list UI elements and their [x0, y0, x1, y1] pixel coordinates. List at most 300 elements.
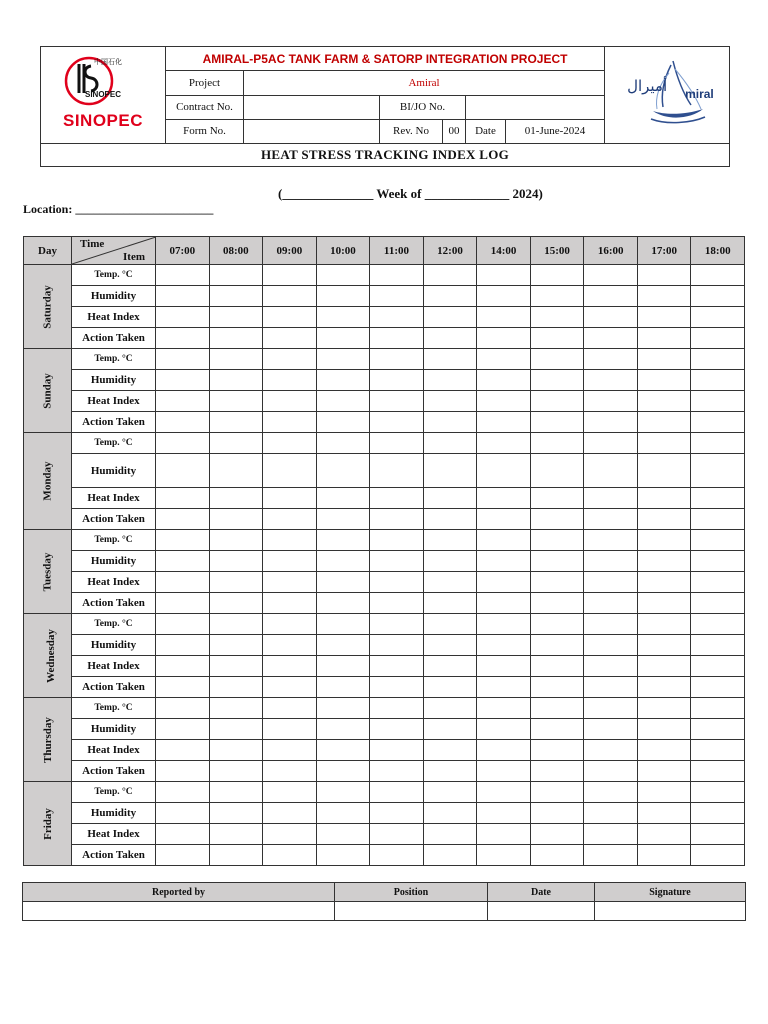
- log-entry-cell[interactable]: [423, 593, 477, 614]
- log-entry-cell[interactable]: [530, 488, 584, 509]
- log-entry-cell[interactable]: [691, 530, 745, 551]
- log-entry-cell[interactable]: [316, 803, 370, 824]
- log-entry-cell[interactable]: [316, 824, 370, 845]
- log-entry-cell[interactable]: [370, 454, 424, 488]
- log-entry-cell[interactable]: [316, 698, 370, 719]
- log-entry-cell[interactable]: [316, 265, 370, 286]
- log-entry-cell[interactable]: [584, 286, 638, 307]
- log-entry-cell[interactable]: [263, 412, 317, 433]
- log-entry-cell[interactable]: [156, 614, 210, 635]
- log-entry-cell[interactable]: [316, 572, 370, 593]
- contract-value[interactable]: [244, 95, 380, 119]
- log-entry-cell[interactable]: [691, 391, 745, 412]
- log-entry-cell[interactable]: [691, 740, 745, 761]
- log-entry-cell[interactable]: [209, 454, 263, 488]
- log-entry-cell[interactable]: [477, 488, 531, 509]
- log-entry-cell[interactable]: [584, 349, 638, 370]
- log-entry-cell[interactable]: [637, 433, 691, 454]
- log-entry-cell[interactable]: [530, 509, 584, 530]
- log-entry-cell[interactable]: [209, 530, 263, 551]
- log-entry-cell[interactable]: [316, 530, 370, 551]
- log-entry-cell[interactable]: [637, 740, 691, 761]
- log-entry-cell[interactable]: [584, 488, 638, 509]
- log-entry-cell[interactable]: [209, 740, 263, 761]
- log-entry-cell[interactable]: [477, 530, 531, 551]
- log-entry-cell[interactable]: [423, 614, 477, 635]
- log-entry-cell[interactable]: [423, 761, 477, 782]
- log-entry-cell[interactable]: [156, 782, 210, 803]
- log-entry-cell[interactable]: [423, 656, 477, 677]
- log-entry-cell[interactable]: [209, 635, 263, 656]
- log-entry-cell[interactable]: [530, 740, 584, 761]
- log-entry-cell[interactable]: [477, 433, 531, 454]
- rev-value[interactable]: 00: [443, 119, 466, 143]
- log-entry-cell[interactable]: [637, 488, 691, 509]
- log-entry-cell[interactable]: [530, 349, 584, 370]
- log-entry-cell[interactable]: [477, 782, 531, 803]
- log-entry-cell[interactable]: [316, 370, 370, 391]
- log-entry-cell[interactable]: [584, 572, 638, 593]
- log-entry-cell[interactable]: [584, 328, 638, 349]
- log-entry-cell[interactable]: [637, 391, 691, 412]
- log-entry-cell[interactable]: [316, 677, 370, 698]
- log-entry-cell[interactable]: [423, 328, 477, 349]
- log-entry-cell[interactable]: [477, 454, 531, 488]
- log-entry-cell[interactable]: [637, 328, 691, 349]
- log-entry-cell[interactable]: [530, 698, 584, 719]
- log-entry-cell[interactable]: [584, 782, 638, 803]
- log-entry-cell[interactable]: [209, 572, 263, 593]
- log-entry-cell[interactable]: [263, 845, 317, 866]
- log-entry-cell[interactable]: [530, 433, 584, 454]
- log-entry-cell[interactable]: [370, 349, 424, 370]
- log-entry-cell[interactable]: [263, 349, 317, 370]
- log-entry-cell[interactable]: [637, 286, 691, 307]
- log-entry-cell[interactable]: [691, 412, 745, 433]
- log-entry-cell[interactable]: [477, 349, 531, 370]
- log-entry-cell[interactable]: [209, 551, 263, 572]
- signoff-field[interactable]: [488, 902, 595, 921]
- project-value[interactable]: Amiral: [244, 71, 605, 95]
- log-entry-cell[interactable]: [370, 656, 424, 677]
- log-entry-cell[interactable]: [530, 614, 584, 635]
- log-entry-cell[interactable]: [316, 328, 370, 349]
- log-entry-cell[interactable]: [156, 433, 210, 454]
- log-entry-cell[interactable]: [584, 433, 638, 454]
- log-entry-cell[interactable]: [477, 593, 531, 614]
- log-entry-cell[interactable]: [637, 530, 691, 551]
- log-entry-cell[interactable]: [477, 824, 531, 845]
- log-entry-cell[interactable]: [316, 845, 370, 866]
- log-entry-cell[interactable]: [316, 551, 370, 572]
- log-entry-cell[interactable]: [530, 265, 584, 286]
- log-entry-cell[interactable]: [209, 433, 263, 454]
- log-entry-cell[interactable]: [477, 614, 531, 635]
- log-entry-cell[interactable]: [423, 698, 477, 719]
- log-entry-cell[interactable]: [370, 391, 424, 412]
- log-entry-cell[interactable]: [263, 551, 317, 572]
- log-entry-cell[interactable]: [156, 593, 210, 614]
- log-entry-cell[interactable]: [691, 719, 745, 740]
- log-entry-cell[interactable]: [584, 614, 638, 635]
- signoff-field[interactable]: [595, 902, 746, 921]
- log-entry-cell[interactable]: [156, 572, 210, 593]
- log-entry-cell[interactable]: [584, 370, 638, 391]
- log-entry-cell[interactable]: [370, 307, 424, 328]
- log-entry-cell[interactable]: [156, 761, 210, 782]
- log-entry-cell[interactable]: [156, 391, 210, 412]
- log-entry-cell[interactable]: [316, 286, 370, 307]
- log-entry-cell[interactable]: [530, 593, 584, 614]
- log-entry-cell[interactable]: [584, 740, 638, 761]
- log-entry-cell[interactable]: [156, 286, 210, 307]
- log-entry-cell[interactable]: [316, 454, 370, 488]
- log-entry-cell[interactable]: [209, 845, 263, 866]
- log-entry-cell[interactable]: [691, 370, 745, 391]
- log-entry-cell[interactable]: [263, 433, 317, 454]
- log-entry-cell[interactable]: [370, 572, 424, 593]
- log-entry-cell[interactable]: [637, 265, 691, 286]
- log-entry-cell[interactable]: [156, 530, 210, 551]
- log-entry-cell[interactable]: [423, 635, 477, 656]
- log-entry-cell[interactable]: [423, 803, 477, 824]
- log-entry-cell[interactable]: [477, 761, 531, 782]
- log-entry-cell[interactable]: [423, 845, 477, 866]
- log-entry-cell[interactable]: [691, 572, 745, 593]
- log-entry-cell[interactable]: [156, 370, 210, 391]
- log-entry-cell[interactable]: [530, 782, 584, 803]
- log-entry-cell[interactable]: [637, 719, 691, 740]
- log-entry-cell[interactable]: [477, 740, 531, 761]
- log-entry-cell[interactable]: [370, 593, 424, 614]
- log-entry-cell[interactable]: [263, 370, 317, 391]
- log-entry-cell[interactable]: [316, 349, 370, 370]
- log-entry-cell[interactable]: [584, 509, 638, 530]
- log-entry-cell[interactable]: [584, 698, 638, 719]
- log-entry-cell[interactable]: [156, 454, 210, 488]
- log-entry-cell[interactable]: [530, 454, 584, 488]
- log-entry-cell[interactable]: [584, 412, 638, 433]
- log-entry-cell[interactable]: [691, 454, 745, 488]
- log-entry-cell[interactable]: [370, 698, 424, 719]
- log-entry-cell[interactable]: [156, 845, 210, 866]
- log-entry-cell[interactable]: [316, 656, 370, 677]
- log-entry-cell[interactable]: [637, 370, 691, 391]
- log-entry-cell[interactable]: [423, 265, 477, 286]
- bijo-value[interactable]: [466, 95, 605, 119]
- log-entry-cell[interactable]: [263, 530, 317, 551]
- log-entry-cell[interactable]: [316, 740, 370, 761]
- log-entry-cell[interactable]: [209, 370, 263, 391]
- log-entry-cell[interactable]: [584, 593, 638, 614]
- log-entry-cell[interactable]: [316, 614, 370, 635]
- log-entry-cell[interactable]: [584, 530, 638, 551]
- log-entry-cell[interactable]: [584, 635, 638, 656]
- log-entry-cell[interactable]: [530, 761, 584, 782]
- log-entry-cell[interactable]: [370, 551, 424, 572]
- log-entry-cell[interactable]: [263, 824, 317, 845]
- log-entry-cell[interactable]: [530, 530, 584, 551]
- log-entry-cell[interactable]: [637, 572, 691, 593]
- log-entry-cell[interactable]: [691, 635, 745, 656]
- form-value[interactable]: [244, 119, 380, 143]
- log-entry-cell[interactable]: [209, 719, 263, 740]
- log-entry-cell[interactable]: [637, 635, 691, 656]
- log-entry-cell[interactable]: [423, 370, 477, 391]
- log-entry-cell[interactable]: [370, 412, 424, 433]
- log-entry-cell[interactable]: [691, 845, 745, 866]
- log-entry-cell[interactable]: [530, 572, 584, 593]
- log-entry-cell[interactable]: [316, 593, 370, 614]
- log-entry-cell[interactable]: [477, 412, 531, 433]
- log-entry-cell[interactable]: [584, 803, 638, 824]
- log-entry-cell[interactable]: [209, 698, 263, 719]
- log-entry-cell[interactable]: [156, 265, 210, 286]
- log-entry-cell[interactable]: [477, 551, 531, 572]
- log-entry-cell[interactable]: [263, 265, 317, 286]
- log-entry-cell[interactable]: [423, 509, 477, 530]
- log-entry-cell[interactable]: [263, 614, 317, 635]
- log-entry-cell[interactable]: [156, 635, 210, 656]
- log-entry-cell[interactable]: [423, 307, 477, 328]
- log-entry-cell[interactable]: [263, 454, 317, 488]
- log-entry-cell[interactable]: [637, 761, 691, 782]
- log-entry-cell[interactable]: [316, 412, 370, 433]
- log-entry-cell[interactable]: [370, 286, 424, 307]
- signoff-field[interactable]: [23, 902, 335, 921]
- log-entry-cell[interactable]: [263, 803, 317, 824]
- log-entry-cell[interactable]: [530, 307, 584, 328]
- log-entry-cell[interactable]: [691, 328, 745, 349]
- log-entry-cell[interactable]: [370, 488, 424, 509]
- log-entry-cell[interactable]: [530, 328, 584, 349]
- log-entry-cell[interactable]: [316, 782, 370, 803]
- log-entry-cell[interactable]: [370, 265, 424, 286]
- log-entry-cell[interactable]: [637, 656, 691, 677]
- log-entry-cell[interactable]: [637, 614, 691, 635]
- log-entry-cell[interactable]: [637, 593, 691, 614]
- log-entry-cell[interactable]: [423, 551, 477, 572]
- log-entry-cell[interactable]: [156, 328, 210, 349]
- log-entry-cell[interactable]: [691, 761, 745, 782]
- log-entry-cell[interactable]: [691, 551, 745, 572]
- log-entry-cell[interactable]: [209, 824, 263, 845]
- log-entry-cell[interactable]: [209, 349, 263, 370]
- log-entry-cell[interactable]: [156, 719, 210, 740]
- log-entry-cell[interactable]: [316, 509, 370, 530]
- log-entry-cell[interactable]: [637, 845, 691, 866]
- log-entry-cell[interactable]: [637, 803, 691, 824]
- log-entry-cell[interactable]: [637, 782, 691, 803]
- log-entry-cell[interactable]: [584, 761, 638, 782]
- log-entry-cell[interactable]: [156, 509, 210, 530]
- log-entry-cell[interactable]: [477, 572, 531, 593]
- log-entry-cell[interactable]: [370, 761, 424, 782]
- log-entry-cell[interactable]: [423, 454, 477, 488]
- log-entry-cell[interactable]: [637, 824, 691, 845]
- log-entry-cell[interactable]: [370, 509, 424, 530]
- log-entry-cell[interactable]: [316, 719, 370, 740]
- log-entry-cell[interactable]: [263, 740, 317, 761]
- log-entry-cell[interactable]: [263, 656, 317, 677]
- log-entry-cell[interactable]: [691, 656, 745, 677]
- log-entry-cell[interactable]: [209, 412, 263, 433]
- log-entry-cell[interactable]: [530, 391, 584, 412]
- log-entry-cell[interactable]: [584, 265, 638, 286]
- log-entry-cell[interactable]: [370, 719, 424, 740]
- log-entry-cell[interactable]: [477, 265, 531, 286]
- log-entry-cell[interactable]: [477, 328, 531, 349]
- log-entry-cell[interactable]: [370, 803, 424, 824]
- log-entry-cell[interactable]: [316, 488, 370, 509]
- log-entry-cell[interactable]: [584, 307, 638, 328]
- log-entry-cell[interactable]: [263, 286, 317, 307]
- log-entry-cell[interactable]: [423, 488, 477, 509]
- log-entry-cell[interactable]: [263, 572, 317, 593]
- log-entry-cell[interactable]: [423, 782, 477, 803]
- log-entry-cell[interactable]: [156, 803, 210, 824]
- log-entry-cell[interactable]: [156, 656, 210, 677]
- log-entry-cell[interactable]: [263, 391, 317, 412]
- log-entry-cell[interactable]: [530, 803, 584, 824]
- log-entry-cell[interactable]: [423, 286, 477, 307]
- log-entry-cell[interactable]: [370, 328, 424, 349]
- log-entry-cell[interactable]: [263, 488, 317, 509]
- log-entry-cell[interactable]: [637, 677, 691, 698]
- log-entry-cell[interactable]: [637, 412, 691, 433]
- log-entry-cell[interactable]: [584, 551, 638, 572]
- log-entry-cell[interactable]: [209, 265, 263, 286]
- log-entry-cell[interactable]: [691, 782, 745, 803]
- log-entry-cell[interactable]: [530, 635, 584, 656]
- log-entry-cell[interactable]: [423, 572, 477, 593]
- log-entry-cell[interactable]: [691, 698, 745, 719]
- log-entry-cell[interactable]: [691, 488, 745, 509]
- log-entry-cell[interactable]: [423, 433, 477, 454]
- log-entry-cell[interactable]: [263, 698, 317, 719]
- log-entry-cell[interactable]: [263, 782, 317, 803]
- log-entry-cell[interactable]: [370, 677, 424, 698]
- log-entry-cell[interactable]: [637, 551, 691, 572]
- log-entry-cell[interactable]: [423, 530, 477, 551]
- log-entry-cell[interactable]: [423, 719, 477, 740]
- log-entry-cell[interactable]: [316, 635, 370, 656]
- log-entry-cell[interactable]: [691, 349, 745, 370]
- log-entry-cell[interactable]: [156, 698, 210, 719]
- log-entry-cell[interactable]: [637, 698, 691, 719]
- log-entry-cell[interactable]: [209, 614, 263, 635]
- log-entry-cell[interactable]: [370, 845, 424, 866]
- log-entry-cell[interactable]: [530, 824, 584, 845]
- log-entry-cell[interactable]: [263, 761, 317, 782]
- log-entry-cell[interactable]: [316, 307, 370, 328]
- log-entry-cell[interactable]: [263, 593, 317, 614]
- log-entry-cell[interactable]: [370, 433, 424, 454]
- log-entry-cell[interactable]: [477, 719, 531, 740]
- log-entry-cell[interactable]: [209, 286, 263, 307]
- log-entry-cell[interactable]: [423, 349, 477, 370]
- log-entry-cell[interactable]: [316, 761, 370, 782]
- log-entry-cell[interactable]: [370, 530, 424, 551]
- log-entry-cell[interactable]: [156, 677, 210, 698]
- log-entry-cell[interactable]: [637, 349, 691, 370]
- log-entry-cell[interactable]: [530, 412, 584, 433]
- log-entry-cell[interactable]: [263, 635, 317, 656]
- log-entry-cell[interactable]: [637, 307, 691, 328]
- log-entry-cell[interactable]: [477, 307, 531, 328]
- log-entry-cell[interactable]: [370, 740, 424, 761]
- log-entry-cell[interactable]: [477, 370, 531, 391]
- log-entry-cell[interactable]: [263, 328, 317, 349]
- log-entry-cell[interactable]: [584, 845, 638, 866]
- log-entry-cell[interactable]: [316, 433, 370, 454]
- log-entry-cell[interactable]: [209, 391, 263, 412]
- log-entry-cell[interactable]: [477, 509, 531, 530]
- log-entry-cell[interactable]: [156, 488, 210, 509]
- log-entry-cell[interactable]: [477, 286, 531, 307]
- log-entry-cell[interactable]: [691, 509, 745, 530]
- log-entry-cell[interactable]: [530, 370, 584, 391]
- log-entry-cell[interactable]: [209, 509, 263, 530]
- log-entry-cell[interactable]: [209, 782, 263, 803]
- log-entry-cell[interactable]: [691, 824, 745, 845]
- log-entry-cell[interactable]: [370, 824, 424, 845]
- signoff-field[interactable]: [335, 902, 488, 921]
- log-entry-cell[interactable]: [209, 488, 263, 509]
- log-entry-cell[interactable]: [423, 824, 477, 845]
- log-entry-cell[interactable]: [691, 286, 745, 307]
- log-entry-cell[interactable]: [370, 614, 424, 635]
- log-entry-cell[interactable]: [584, 656, 638, 677]
- log-entry-cell[interactable]: [263, 307, 317, 328]
- log-entry-cell[interactable]: [477, 635, 531, 656]
- log-entry-cell[interactable]: [209, 677, 263, 698]
- log-entry-cell[interactable]: [530, 719, 584, 740]
- log-entry-cell[interactable]: [156, 740, 210, 761]
- log-entry-cell[interactable]: [691, 307, 745, 328]
- log-entry-cell[interactable]: [637, 509, 691, 530]
- log-entry-cell[interactable]: [530, 286, 584, 307]
- log-entry-cell[interactable]: [156, 349, 210, 370]
- log-entry-cell[interactable]: [423, 391, 477, 412]
- log-entry-cell[interactable]: [691, 803, 745, 824]
- log-entry-cell[interactable]: [584, 454, 638, 488]
- log-entry-cell[interactable]: [370, 782, 424, 803]
- log-entry-cell[interactable]: [423, 677, 477, 698]
- log-entry-cell[interactable]: [530, 656, 584, 677]
- log-entry-cell[interactable]: [370, 635, 424, 656]
- log-entry-cell[interactable]: [209, 307, 263, 328]
- log-entry-cell[interactable]: [691, 593, 745, 614]
- log-entry-cell[interactable]: [209, 328, 263, 349]
- log-entry-cell[interactable]: [584, 677, 638, 698]
- log-entry-cell[interactable]: [530, 551, 584, 572]
- log-entry-cell[interactable]: [584, 391, 638, 412]
- log-entry-cell[interactable]: [530, 677, 584, 698]
- log-entry-cell[interactable]: [477, 677, 531, 698]
- log-entry-cell[interactable]: [477, 391, 531, 412]
- log-entry-cell[interactable]: [370, 370, 424, 391]
- log-entry-cell[interactable]: [209, 656, 263, 677]
- log-entry-cell[interactable]: [156, 307, 210, 328]
- log-entry-cell[interactable]: [477, 656, 531, 677]
- log-entry-cell[interactable]: [263, 677, 317, 698]
- log-entry-cell[interactable]: [423, 412, 477, 433]
- log-entry-cell[interactable]: [209, 803, 263, 824]
- log-entry-cell[interactable]: [691, 614, 745, 635]
- log-entry-cell[interactable]: [691, 433, 745, 454]
- log-entry-cell[interactable]: [530, 845, 584, 866]
